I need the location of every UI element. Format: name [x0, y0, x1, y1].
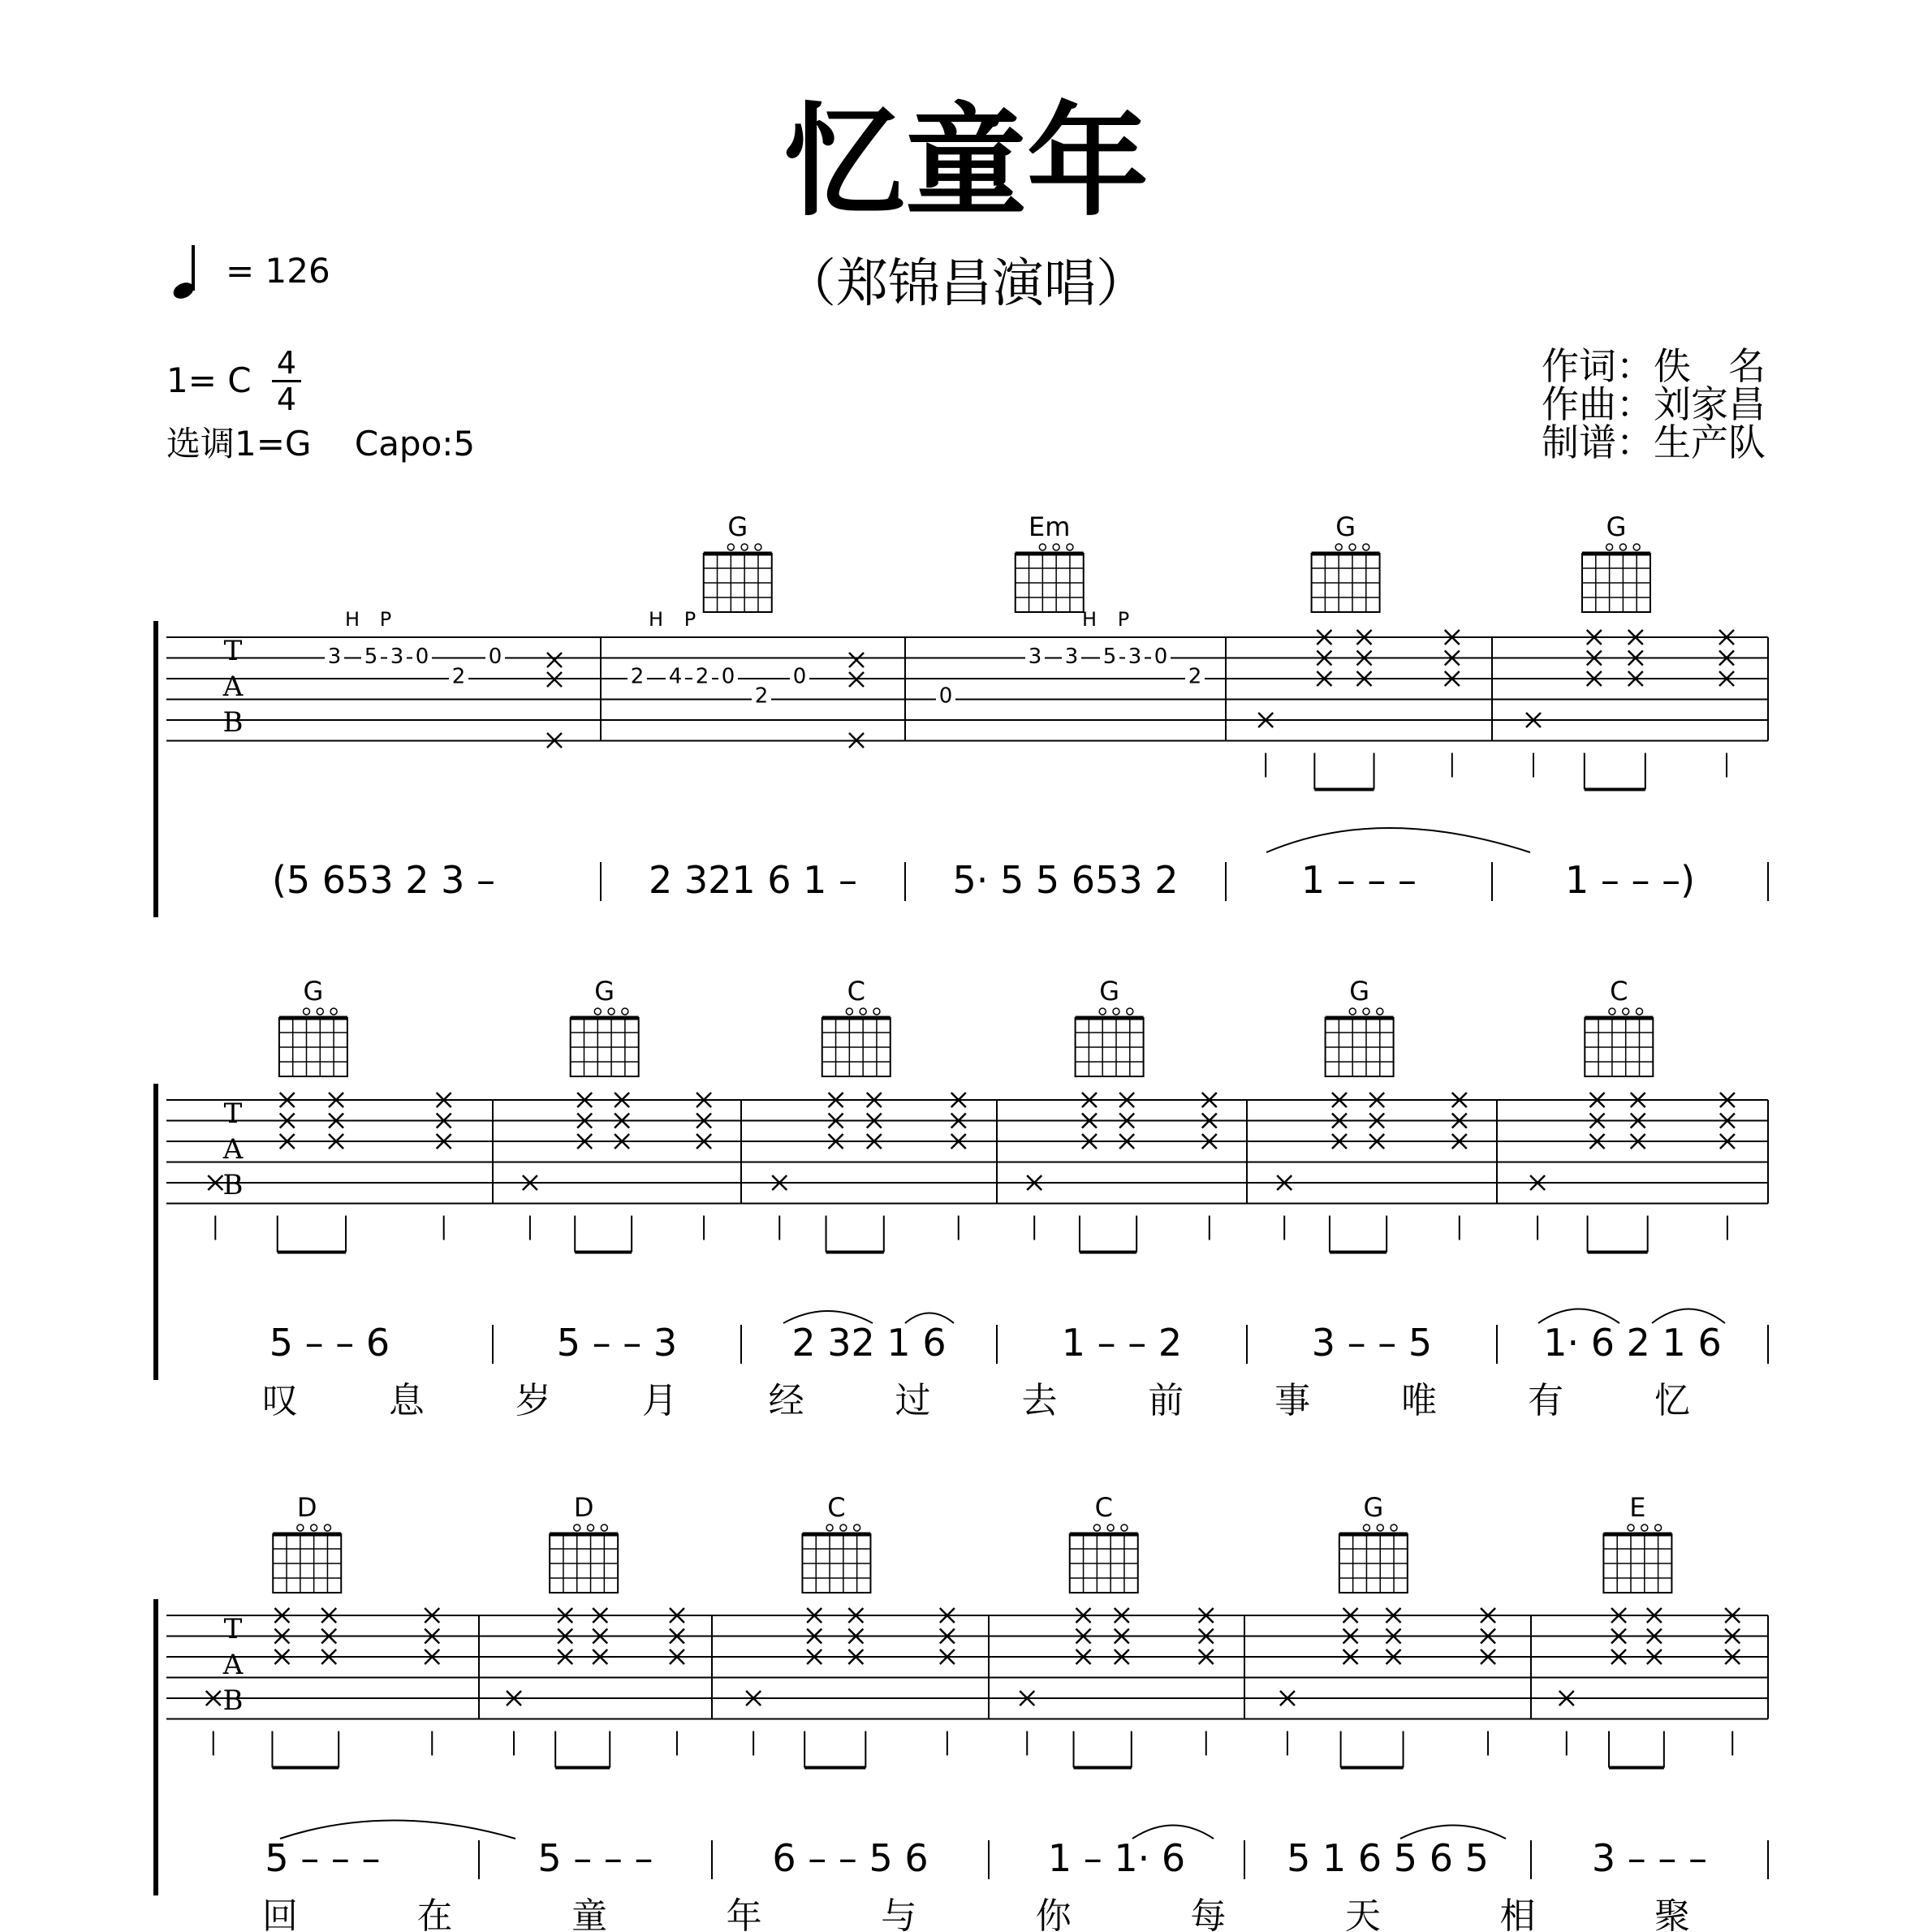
tuning-info: 选调1=G Capo:5: [166, 424, 476, 464]
notation-measure: 1 – – –: [1300, 858, 1417, 902]
lyric-char: 相: [1499, 1895, 1536, 1932]
chord-name: D: [296, 1492, 317, 1523]
tab-fret-number: 0: [1154, 645, 1168, 670]
chord-name: G: [1606, 511, 1627, 542]
tab-clef-t: T: [223, 1613, 243, 1645]
tab-clef-b: B: [222, 1169, 244, 1201]
notation-measure: 3 – – –: [1591, 1836, 1708, 1880]
tab-fret-number: 2: [451, 664, 466, 689]
notation-measure: 1· 6 2 1 6: [1543, 1321, 1722, 1365]
lyric-char: 经: [768, 1380, 804, 1421]
lyric-char: 你: [1035, 1895, 1072, 1932]
lyric-char: 月: [641, 1380, 678, 1421]
chord-diagram: [571, 1008, 639, 1076]
chord-name: C: [1094, 1492, 1113, 1523]
song-title: 忆童年: [783, 92, 1149, 233]
tab-fret-number: 3: [327, 645, 342, 670]
chord-name: Em: [1029, 511, 1071, 542]
tab-fret-number: 0: [721, 664, 735, 689]
notation-measure: 1 – 1· 6: [1047, 1836, 1186, 1880]
chord-diagram: [273, 1524, 341, 1593]
lyric-char: 与: [881, 1895, 917, 1932]
technique-mark: P: [684, 608, 696, 631]
tab-clef-a: A: [222, 1133, 244, 1166]
song-subtitle: （郑锦昌演唱）: [784, 254, 1148, 314]
lyric-char: 回: [262, 1895, 298, 1932]
chord-name: C: [827, 1492, 846, 1523]
notation-measure: 5 – – 3: [556, 1321, 678, 1365]
tab-clef-t: T: [223, 635, 243, 667]
tempo-marking: = 126: [226, 251, 330, 291]
lyric-char: 去: [1021, 1380, 1058, 1421]
lyric-char: 事: [1274, 1380, 1311, 1421]
lyric-char: 叹: [262, 1380, 298, 1421]
chord-name: G: [1335, 511, 1356, 542]
lyric-char: 有: [1528, 1380, 1564, 1421]
chord-diagram: [704, 544, 772, 612]
lyric-char: 年: [726, 1895, 762, 1932]
tab-fret-number: 0: [488, 645, 502, 670]
chord-strum-x: [849, 653, 864, 667]
chord-name: G: [1349, 976, 1369, 1007]
technique-mark: H: [648, 608, 664, 631]
technique-mark: H: [1081, 608, 1098, 631]
notation-measure: 5 – – –: [537, 1836, 653, 1880]
chord-diagram: [1585, 1008, 1653, 1076]
chord-diagram: [279, 1008, 347, 1076]
lyric-char: 息: [388, 1380, 425, 1421]
lyric-char: 前: [1148, 1380, 1184, 1421]
tab-fret-number: 0: [938, 684, 953, 709]
lyric-char: 忆: [1654, 1380, 1690, 1421]
chord-diagram: [1016, 544, 1084, 612]
notation-measure: (5 653 2 3 –: [271, 858, 496, 902]
chord-name: G: [1099, 976, 1119, 1007]
lyric-char: 每: [1190, 1895, 1227, 1932]
technique-mark: P: [1117, 608, 1130, 631]
lyric-char: 岁: [515, 1380, 551, 1421]
chord-diagram: [1339, 1524, 1408, 1593]
chord-diagram: [1603, 1524, 1671, 1593]
key-signature: 1= C: [166, 360, 252, 400]
chord-name: C: [1610, 976, 1628, 1007]
chord-name: C: [847, 976, 865, 1007]
tab-fret-number: 5: [1102, 645, 1117, 670]
chord-name: G: [594, 976, 615, 1007]
tab-clef-b: B: [222, 706, 244, 739]
notation-measure: 3 – – 5: [1311, 1321, 1433, 1365]
technique-mark: P: [379, 608, 392, 631]
tab-fret-number: 0: [792, 664, 807, 689]
lyric-char: 天: [1344, 1895, 1381, 1932]
chord-diagram: [802, 1524, 870, 1593]
notation-measure: 1 – – –): [1564, 858, 1696, 902]
transcriber-credit: 制谱：生产队: [1542, 420, 1766, 464]
notation-measure: 2 32 1 6: [791, 1321, 947, 1365]
chord-diagram: [1076, 1008, 1144, 1076]
chord-diagram: [1582, 544, 1650, 612]
chord-diagram: [550, 1524, 618, 1593]
tie-arc: [1266, 828, 1530, 852]
tab-fret-number: 2: [695, 664, 709, 689]
notation-measure: 5 – – –: [265, 1836, 381, 1880]
notation-measure: 1 – – 2: [1061, 1321, 1183, 1365]
tab-fret-number: 2: [754, 684, 769, 709]
time-signature-top: 4: [276, 345, 297, 381]
notation-measure: 5 1 6 5 6 5: [1287, 1836, 1489, 1880]
composer-credit: 作曲：刘家昌: [1542, 382, 1766, 426]
chord-name: E: [1629, 1492, 1646, 1523]
notation-measure: 2 321 6 1 –: [648, 858, 858, 902]
tab-fret-number: 2: [630, 664, 645, 689]
tab-fret-number: 3: [390, 645, 404, 670]
notation-measure: 5· 5 5 653 2: [952, 858, 1179, 902]
notation-measure: 6 – – 5 6: [772, 1836, 929, 1880]
lyric-char: 聚: [1654, 1895, 1690, 1932]
chord-diagram: [1312, 544, 1380, 612]
technique-mark: H: [344, 608, 360, 631]
tab-fret-number: 3: [1128, 645, 1142, 670]
tab-fret-number: 3: [1028, 645, 1042, 670]
lyric-char: 童: [571, 1895, 608, 1932]
chord-diagram: [822, 1008, 891, 1076]
lyric-char: 唯: [1401, 1380, 1438, 1421]
tab-fret-number: 2: [1188, 664, 1202, 689]
lyricist-credit: 作词：佚 名: [1542, 344, 1766, 388]
chord-diagram: [1070, 1524, 1138, 1593]
lyric-char: 在: [416, 1895, 453, 1932]
tab-fret-number: 0: [415, 645, 429, 670]
tab-fret-number: 3: [1064, 645, 1079, 670]
chord-name: D: [573, 1492, 594, 1523]
chord-diagram: [1326, 1008, 1394, 1076]
tab-clef-b: B: [222, 1684, 244, 1717]
tab-clef-a: A: [222, 671, 244, 703]
tab-clef-a: A: [222, 1649, 244, 1681]
tab-clef-t: T: [223, 1098, 243, 1130]
tab-fret-number: 4: [668, 664, 683, 689]
notation-measure: 5 – – 6: [269, 1321, 390, 1365]
lyric-char: 过: [895, 1380, 931, 1421]
chord-name: G: [727, 511, 748, 542]
chord-strum-x: [547, 653, 562, 667]
time-signature-bottom: 4: [276, 382, 297, 417]
tab-fret-number: 5: [364, 645, 378, 670]
chord-name: G: [303, 976, 324, 1007]
chord-name: G: [1363, 1492, 1384, 1523]
